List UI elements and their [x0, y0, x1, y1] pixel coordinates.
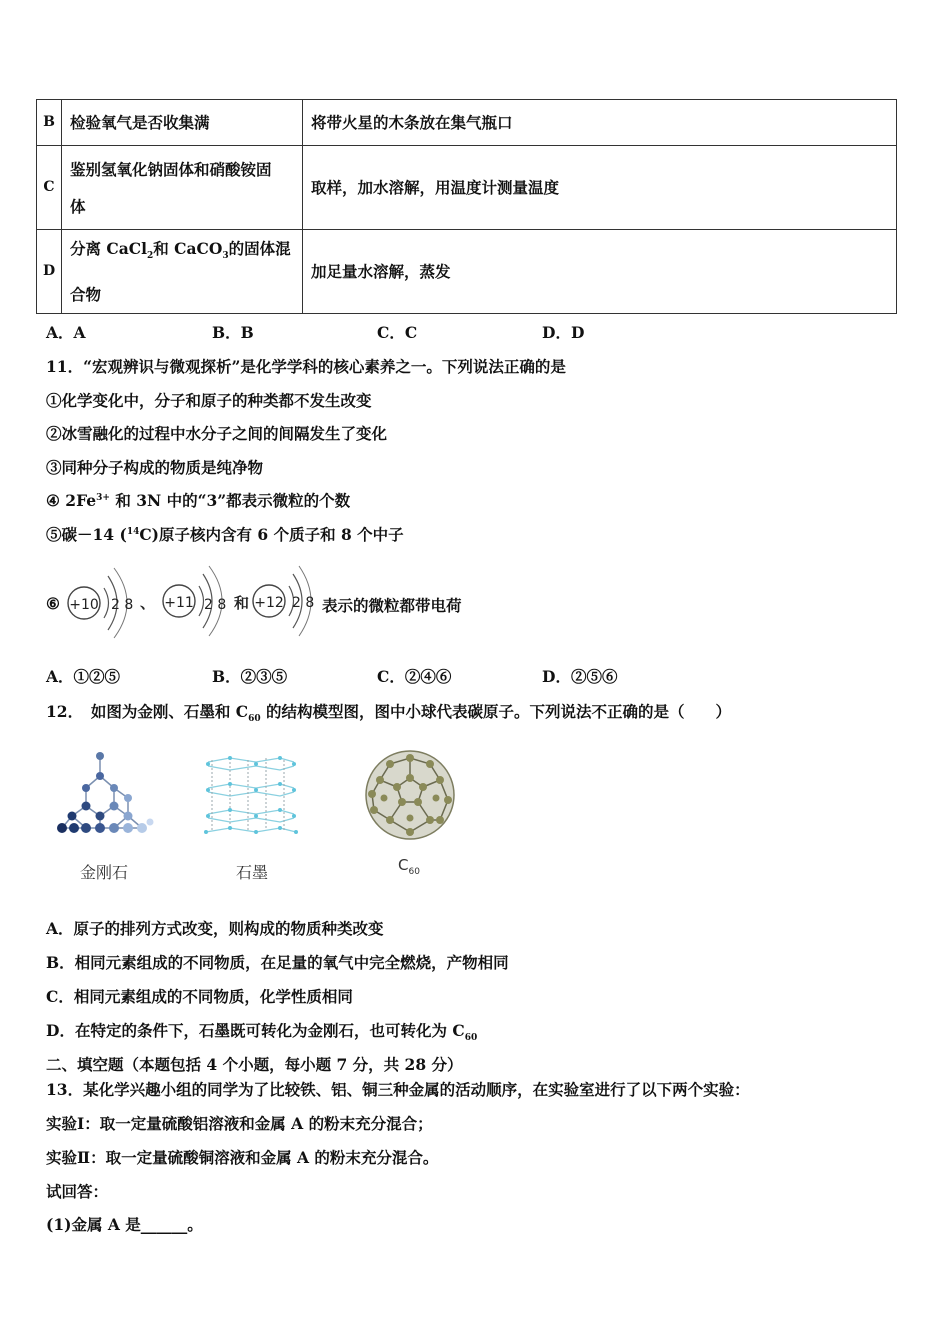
ion-diagram-2: [163, 566, 226, 636]
subscript: 60: [464, 1033, 478, 1044]
row-purpose: [62, 146, 303, 230]
q10-choice-c: C．C: [377, 323, 418, 342]
subscript: 60: [408, 867, 420, 877]
text: 的固体混: [228, 239, 291, 259]
q13-subquestion-1: (1)金属 A 是______。: [46, 1215, 203, 1234]
text: C)原子核内含有 6 个质子和 8 个中子: [139, 525, 404, 544]
ion3-shell-electrons: 2 8: [292, 595, 315, 611]
q13-ask: 试回答：: [46, 1182, 109, 1201]
q11-choice-d: D．②⑤⑥: [542, 667, 618, 686]
text: ⑤碳－14 (: [46, 525, 127, 544]
text: C: [398, 856, 409, 874]
ion3-nucleus-label: +12: [254, 595, 284, 611]
text: D．在特定的条件下，石墨既可转化为金刚石，也可转化为 C: [46, 1021, 465, 1040]
q12-option-a: A．原子的排列方式改变，则构成的物质种类改变: [46, 919, 384, 938]
graphite-structure-image: [200, 752, 300, 838]
q11-statement-6-text: 表示的微粒都带电荷: [322, 596, 462, 615]
q11-statement-6-number: ⑥: [46, 594, 60, 613]
graphite-label: 石墨: [236, 863, 269, 882]
purpose-line-1: [70, 230, 294, 275]
q13-experiment-2: 实验Ⅱ：取一定量硫酸铜溶液和金属 A 的粉末充分混合。: [46, 1148, 439, 1167]
q12-option-c: C．相同元素组成的不同物质，化学性质相同: [46, 987, 353, 1006]
separator-1: 、: [140, 594, 156, 612]
table-row: [37, 100, 897, 146]
row-purpose: 检验氧气是否收集满: [62, 100, 303, 146]
ion-diagram-3: [253, 566, 314, 636]
row-method: 取样，加水溶解，用温度计测量温度: [303, 146, 897, 230]
purpose-line-1: 鉴别氢氧化钠固体和硝酸铵固: [70, 159, 272, 179]
row-method: 加足量水溶解，蒸发: [303, 230, 897, 314]
q10-choice-b: B．B: [212, 323, 254, 342]
q11-statement-5: [46, 523, 404, 545]
q10-choice-d: D．D: [542, 323, 585, 342]
q12-option-b: B．相同元素组成的不同物质，在足量的氧气中完全燃烧，产物相同: [46, 953, 509, 972]
diamond-label: 金刚石: [80, 863, 129, 882]
subscript: 60: [248, 714, 261, 725]
text: ④ 2Fe: [46, 491, 97, 510]
ion2-shell-electrons: 2 8: [204, 597, 227, 613]
row-purpose: [62, 230, 303, 314]
text: 和 3N 中的“3”都表示微粒的个数: [109, 491, 351, 510]
superscript: 3+: [96, 492, 110, 503]
row-letter: B: [37, 100, 62, 146]
q11-statement-1: ①化学变化中，分子和原子的种类都不发生改变: [46, 391, 372, 410]
text: 和 CaCO: [153, 239, 223, 259]
ion1-shell-electrons: 2 8: [111, 597, 134, 613]
purpose-line-2: 合物: [70, 284, 102, 304]
ion2-nucleus-label: +11: [164, 595, 194, 611]
ion-structure-diagrams: [64, 562, 324, 648]
superscript: 14: [126, 526, 140, 537]
ion-diagram-1: [68, 568, 133, 638]
text: 的结构模型图，图中小球代表碳原子。下列说法不正确的是（ ）: [260, 702, 731, 721]
q11-statement-4: [46, 489, 350, 511]
subscript: 2: [147, 251, 154, 262]
separator-2: 和: [234, 594, 250, 612]
text: 分离 CaCl: [70, 239, 148, 259]
table-row: [37, 230, 897, 314]
subscript: 3: [222, 251, 229, 262]
q11-statement-2: ②冰雪融化的过程中水分子之间的间隔发生了变化: [46, 424, 388, 443]
row-letter: D: [37, 230, 62, 314]
table-row: [37, 146, 897, 230]
row-letter: C: [37, 146, 62, 230]
text: 12． 如图为金刚、石墨和 C: [46, 702, 249, 721]
q12-option-d: [46, 1019, 477, 1043]
purpose-line-2: 体: [70, 196, 86, 216]
q11-stem: 11．“宏观辨识与微观探析”是化学学科的核心素养之一。下列说法正确的是: [46, 357, 566, 376]
q11-choice-b: B．②③⑤: [212, 667, 288, 686]
q11-choice-c: C．②④⑥: [377, 667, 452, 686]
c60-label: [398, 856, 420, 877]
ion1-nucleus-label: +10: [69, 597, 99, 613]
c60-structure-image: [360, 748, 460, 842]
q11-statement-3: ③同种分子构成的物质是纯净物: [46, 458, 264, 477]
options-table: [36, 99, 897, 314]
q13-experiment-1: 实验Ⅰ：取一定量硫酸铝溶液和金属 A 的粉末充分混合；: [46, 1114, 433, 1133]
q10-choice-a: A．A: [46, 323, 86, 342]
diamond-structure-image: [52, 748, 157, 838]
q13-stem: 13．某化学兴趣小组的同学为了比较铁、铝、铜三种金属的活动顺序，在实验室进行了以下两个实验：: [46, 1080, 750, 1099]
q11-choice-a: A．①②⑤: [46, 667, 121, 686]
q12-stem: [46, 700, 731, 724]
row-method: 将带火星的木条放在集气瓶口: [303, 100, 897, 146]
section-heading: 二、填空题（本题包括 4 个小题，每小题 7 分，共 28 分）: [46, 1055, 463, 1074]
